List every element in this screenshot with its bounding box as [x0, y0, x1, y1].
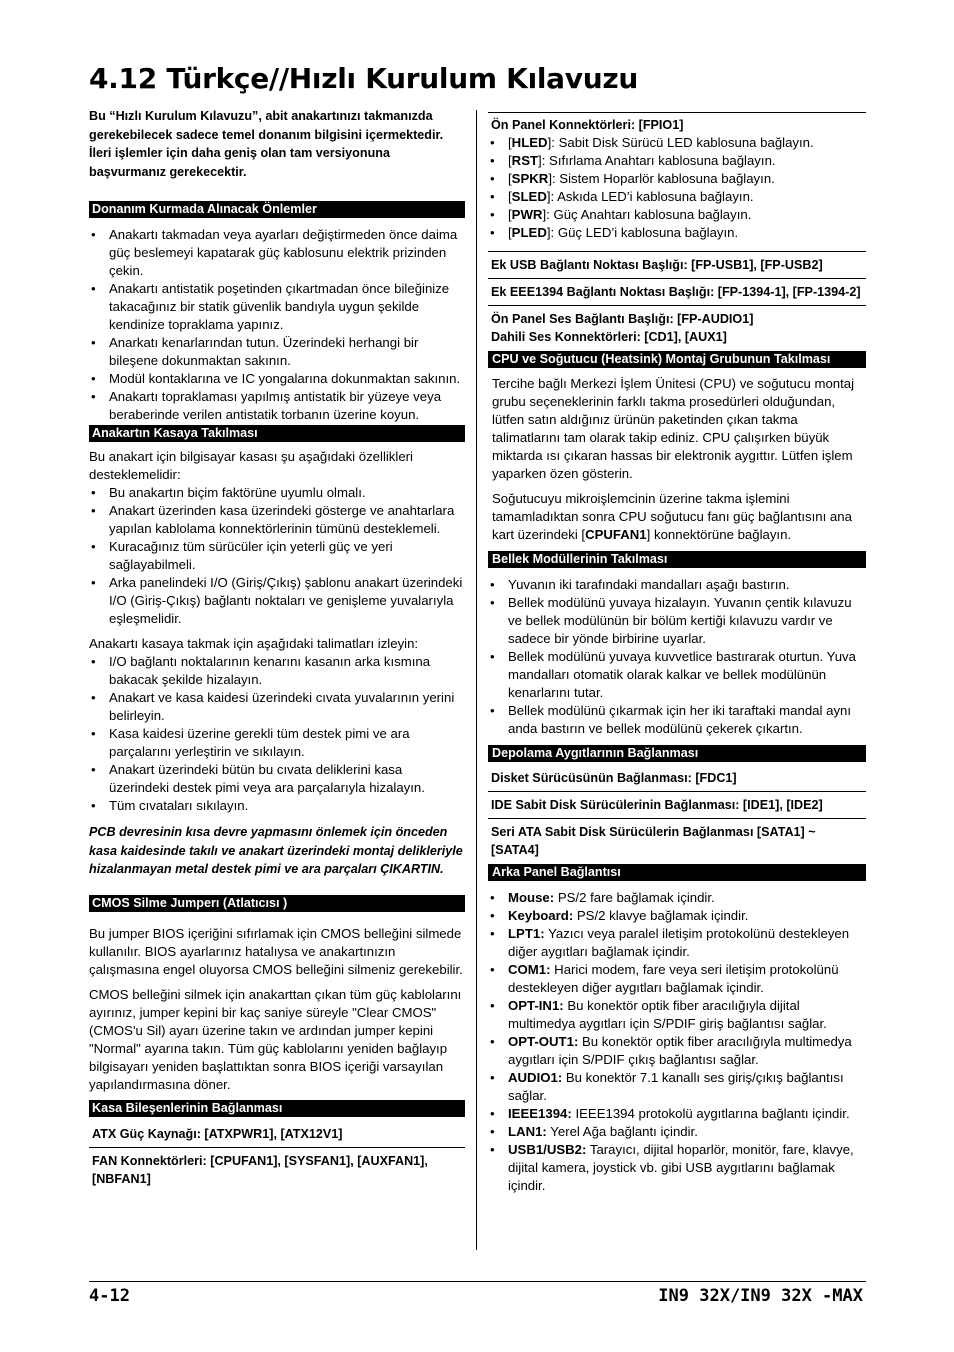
footer-rule [89, 1281, 866, 1282]
list-item: • Anarkatı kenarlarından tutun. Üzerindeki herhangi bir bileşene dokunmaktan sakının. [89, 334, 465, 370]
internal-audio-label: Dahili Ses Konnektörleri: [CD1], [AUX1] [491, 330, 727, 344]
list-item: • AUDIO1: Bu konektör 7.1 kanallı ses giriş/çıkış bağlantısı sağlar. [488, 1069, 866, 1105]
list-item: • OPT-IN1: Bu konektör optik fiber aracılığıyla dijital multimedya aygıtları için S/PDIF giriş bağlantısı sağlar. [488, 997, 866, 1033]
list-item: • [RST]: Sıfırlama Anahtarı kablosuna bağlayın. [488, 152, 866, 170]
page-number: 4-12 [89, 1286, 130, 1306]
section-header-storage: Depolama Aygıtlarının Bağlanması [488, 745, 866, 762]
floppy-heading: Disket Sürücüsünün Bağlanması: [FDC1] [491, 771, 737, 785]
section-header-case-components: Kasa Bileşenlerinin Bağlanması [89, 1100, 465, 1117]
list-item: • Bu anakartın biçim faktörüne uyumlu olmalı. [89, 484, 465, 502]
usb-header-heading: Ek USB Bağlantı Noktası Başlığı: [FP-USB1], [FP-USB2] [488, 251, 866, 278]
list-item: • Keyboard: PS/2 klavye bağlamak içindir. [488, 907, 866, 925]
list-item: • OPT-OUT1: Bu konektör optik fiber aracılığıyla multimedya aygıtları için S/PDIF çıkış bağlantısı sağlar. [488, 1033, 866, 1069]
list-item: • LPT1: Yazıcı veya paralel iletişim protokolünü destekleyen diğer aygıtları bağlamak içindir. [488, 925, 866, 961]
list-item: • COM1: Harici modem, fare veya seri iletişim protokolünü destekleyen diğer aygıtları bağlamak içindir. [488, 961, 866, 997]
audio-heading [488, 305, 866, 351]
list-item: • [SLED]: Askıda LED’i kablosuna bağlayın. [488, 188, 866, 206]
case-instructions-list [89, 653, 465, 815]
section-header-cmos: CMOS Silme Jumperı (Atlatıcısı ) [89, 895, 465, 912]
list-item: • IEEE1394: IEEE1394 protokolü aygıtlarına bağlantı içindir. [488, 1105, 866, 1123]
atx-power-heading: ATX Güç Kaynağı: [ATXPWR1], [ATX12V1] [92, 1126, 343, 1141]
list-item: • Bellek modülünü çıkarmak için her iki taraftaki mandal aynı anda bastırın ve bellek modülünü çekerek çıkartın. [488, 702, 866, 738]
rear-panel-list [488, 889, 866, 1195]
right-column [488, 112, 866, 1195]
list-item: • [PLED]: Güç LED’i kablosuna bağlayın. [488, 224, 866, 242]
cmos-paragraph-2: CMOS belleğini silmek için anakarttan çıkan tüm güç kablolarını ayırınız, jumper kepini bir kaç saniye süreyle "Clear CMOS" (CMOS'u Sil) ayarı üzerine takın ve ardından jumper kepini "Normal" ayarına takın. Tüm güç kablolarını yeniden bağlayıp bilgisayarı yeniden başlattıktan sonra BIOS içeriği varsayılan yapılandırmasına döner. [89, 986, 462, 1092]
fan-connectors-heading: FAN Konnektörleri: [CPUFAN1], [SYSFAN1], [AUXFAN1], [NBFAN1] [89, 1147, 465, 1192]
cpu-paragraph-2: Soğutucuyu mikroişlemcinin üzerine takma işlemini tamamladıktan sonra CPU soğutucu fanı güç bağlantısını ana kart üzerindeki [CPUFAN1] konnektörüne bağlayın. [492, 491, 852, 542]
section-header-rear-panel: Arka Panel Bağlantısı [488, 864, 866, 881]
list-item: • I/O bağlantı noktalarının kenarını kasanın arka kısmına bakacak şekilde hizalayın. [89, 653, 465, 689]
list-item: • Anakartı antistatik poşetinden çıkartmadan önce bileğinize takacağınız bir statik güvenlik bandıyla uygun şekilde kendinize topraklama yapınız. [89, 280, 465, 334]
intro-text: Bu “Hızlı Kurulum Kılavuzu”, abit anakartınızı takmanızda gerekebilecek sadece temel donanım bilgisini içermektedir. İleri işlemler için daha geniş olan tam versiyonuna başvurmanız gerekecektir. [89, 109, 444, 179]
list-item: • Mouse: PS/2 fare bağlamak içindir. [488, 889, 866, 907]
case-requirements-list [89, 484, 465, 628]
list-item: • Bellek modülünü yuvaya hizalayın. Yuvanın çentik kılavuzu ve bellek modülünün bir bölüm kertiği kılavuzu vardır ve sadece bir yönde birbirine uyarlar. [488, 594, 866, 648]
section-header-precautions: Donanım Kurmada Alınacak Önlemler [89, 201, 465, 218]
list-item: • Anakart üzerinden kasa üzerindeki gösterge ve anahtarlara yapılan kablolama konnektörlerinin tümünü desteklemeli. [89, 502, 465, 538]
list-item: • [PWR]: Güç Anahtarı kablosuna bağlayın. [488, 206, 866, 224]
ide-heading: IDE Sabit Disk Sürücülerinin Bağlanması: [IDE1], [IDE2] [488, 791, 866, 818]
case-instructions-intro: Anakartı kasaya takmak için aşağıdaki talimatları izleyin: [89, 636, 419, 652]
list-item: • Anakart ve kasa kaidesi üzerindeki cıvata yuvalarının yerini belirleyin. [89, 689, 465, 725]
list-item: • Kuracağınız tüm sürücüler için yeterli güç ve yeri sağlayabilmeli. [89, 538, 465, 574]
warning-note: PCB devresinin kısa devre yapmasını önlemek için önceden kasa kaidesinde takılı ve anakart üzerindeki montaj delikleriyle hizalanmayan metal destek pimi ve ara parçaları ÇIKARTIN. [89, 825, 463, 877]
list-item: • Arka panelindeki I/O (Giriş/Çıkış) şablonu anakart üzerindeki I/O (Giriş-Çıkış) bağlantı noktaları ve genişleme yuvalarıyla eşleşmelidir. [89, 574, 465, 628]
front-panel-list [488, 134, 866, 251]
list-item: • Kasa kaidesi üzerine gerekli tüm destek pimi ve ara parçalarını yerleştirin ve sıkılayın. [89, 725, 465, 761]
cmos-paragraph-1: Bu jumper BIOS içeriğini sıfırlamak için CMOS belleğini silmede kullanılır. BIOS ayarlarınız hatalıysa ve anakartınızın çalışmasına engel oluyorsa CMOS belleğini silmeniz gerekebilir. [89, 925, 463, 977]
left-column [89, 107, 465, 1192]
front-panel-heading: Ön Panel Konnektörleri: [FPIO1] [488, 112, 866, 134]
list-item: • Anakartı takmadan veya ayarları değiştirmeden önce daima güç beslemeyi kapatarak güç kablosunu elektrik prizinden çekin. [89, 226, 465, 280]
list-item: • Bellek modülünü yuvaya kuvvetlice bastırarak oturtun. Yuva mandalları otomatik olarak kalkar ve bellek modülünün kenarlarını tutar. [488, 648, 866, 702]
precautions-list [89, 226, 465, 424]
page-title: 4.12 Türkçe//Hızlı Kurulum Kılavuzu [89, 62, 638, 95]
list-item: • Yuvanın iki tarafındaki mandalları aşağı bastırın. [488, 576, 866, 594]
list-item: • Modül kontaklarına ve IC yongalarına dokunmaktan sakının. [89, 370, 465, 388]
model-name: IN9 32X/IN9 32X -MAX [658, 1286, 863, 1306]
case-intro: Bu anakart için bilgisayar kasası şu aşağıdaki özellikleri desteklemelidir: [89, 449, 413, 483]
column-divider [476, 110, 477, 1250]
cpu-paragraph-1: Tercihe bağlı Merkezi İşlem Ünitesi (CPU) ve soğutucu montaj grubu seçeneklerinin farklı takma prosedürleri olduğundan, lütfen satın aldığınız ürünün paketinden çıkan takma talimatlarını tam olarak takip ediniz. CPU çalışırken büyük miktarda ısı çıkaran hassas bir elektronik aygıttır. Lütfen işlem yaparken özen gösterin. [492, 376, 855, 481]
front-audio-label: Ön Panel Ses Bağlantı Başlığı: [FP-AUDIO1] [491, 312, 754, 326]
list-item: • [HLED]: Sabit Disk Sürücü LED kablosuna bağlayın. [488, 134, 866, 152]
list-item: • [SPKR]: Sistem Hoparlör kablosuna bağlayın. [488, 170, 866, 188]
list-item: • USB1/USB2: Tarayıcı, dijital hoparlör, monitör, fare, klavye, dijital kamera, joystick vb. gibi USB aygıtlarını bağlamak içindir. [488, 1141, 866, 1195]
section-header-cpu: CPU ve Soğutucu (Heatsink) Montaj Grubunun Takılması [488, 351, 866, 368]
list-item: • Tüm cıvataları sıkılayın. [89, 797, 465, 815]
list-item: • LAN1: Yerel Ağa bağlantı içindir. [488, 1123, 866, 1141]
section-header-case-install: Anakartın Kasaya Takılması [89, 425, 465, 442]
memory-list [488, 576, 866, 738]
section-header-memory: Bellek Modüllerinin Takılması [488, 551, 866, 568]
list-item: • Anakartı topraklaması yapılmış antistatik bir yüzeye veya beraberinde verilen antistatik torbanın üzerine koyun. [89, 388, 465, 424]
ieee1394-header-heading: Ek EEE1394 Bağlantı Noktası Başlığı: [FP-1394-1], [FP-1394-2] [488, 278, 866, 305]
list-item: • Anakart üzerindeki bütün bu cıvata deliklerini kasa üzerindeki destek pimi veya ara parçalarıyla hizalayın. [89, 761, 465, 797]
sata-heading: Seri ATA Sabit Disk Sürücülerin Bağlanması [SATA1] ~ [SATA4] [488, 818, 866, 863]
